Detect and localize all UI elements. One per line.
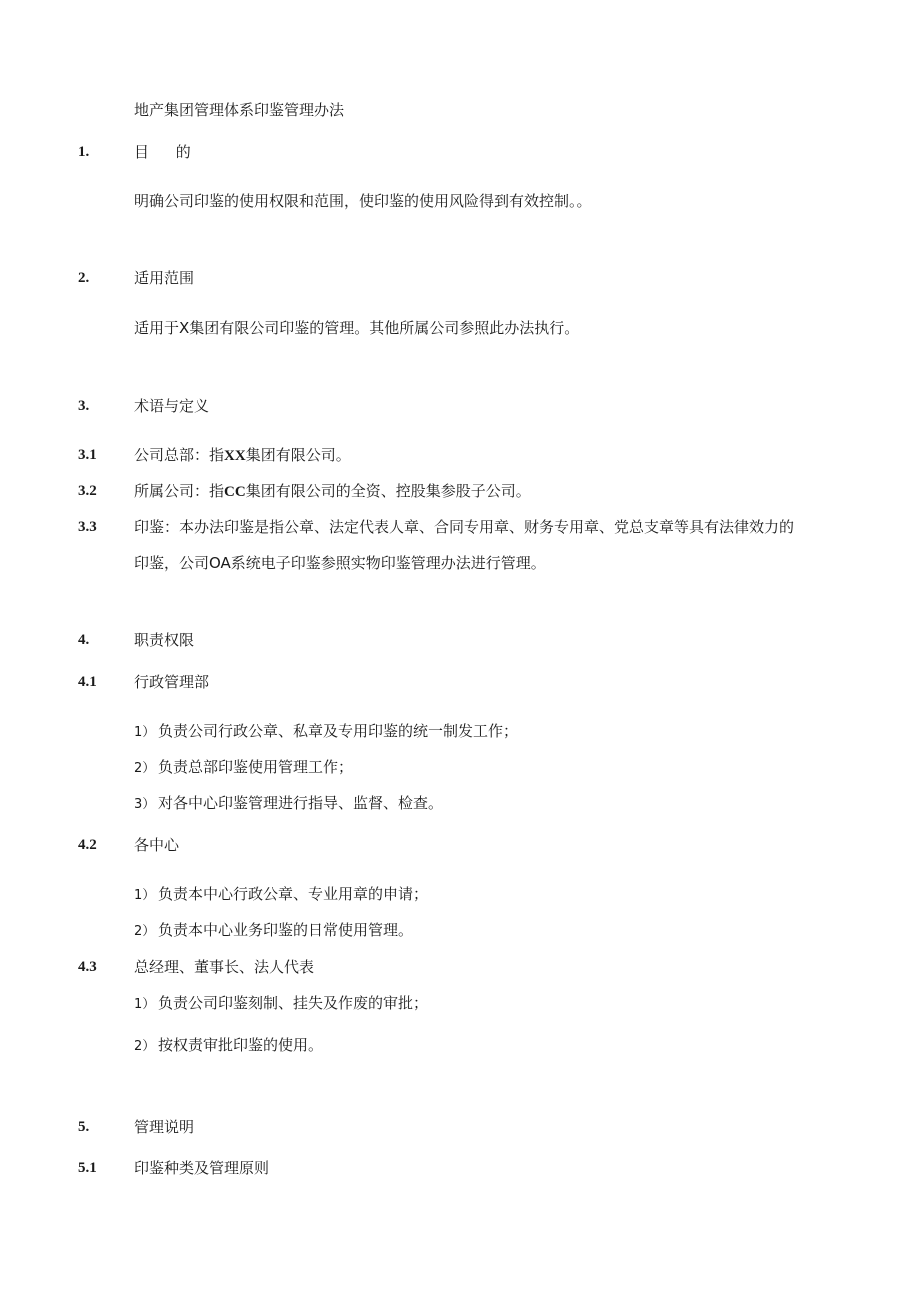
section-2-heading: 适用范围: [134, 269, 195, 287]
definition-3-1-company-code: XX: [224, 448, 246, 464]
list-item-text: 对各中心印鉴管理进行指导、监督、检查。: [158, 794, 444, 812]
definition-3-1-post: 集团有限公司。: [245, 446, 351, 464]
definition-3-1: [134, 445, 351, 466]
section-3-heading: 术语与定义: [134, 397, 210, 415]
section-1-heading: 目 的: [134, 143, 191, 161]
subsection-5-1-number: 5.1: [78, 1160, 97, 1176]
list-item: [134, 993, 428, 1015]
list-item-marker: 2）: [134, 924, 156, 939]
list-item-marker: 1）: [134, 997, 156, 1012]
list-item-marker: 3）: [134, 797, 156, 812]
list-item-text: 负责总部印鉴使用管理工作；: [158, 758, 354, 776]
list-item: [134, 721, 518, 743]
role-4-1-number: 4.1: [78, 674, 97, 690]
section-4-number: 4.: [78, 632, 90, 648]
role-4-2-number: 4.2: [78, 837, 97, 853]
list-item-marker: 2）: [134, 1039, 156, 1054]
list-item-text: 按权责审批印鉴的使用。: [158, 1036, 324, 1054]
list-item: [134, 757, 353, 779]
role-4-3-heading: 总经理、董事长、法人代表: [134, 958, 315, 976]
definition-3-2-number: 3.2: [78, 483, 97, 499]
list-item-text: 负责本中心业务印鉴的日常使用管理。: [158, 921, 414, 939]
document-title: 地产集团管理体系印鉴管理办法: [134, 101, 345, 119]
definition-3-3-line1: 印鉴：本办法印鉴是指公章、法定代表人章、合同专用章、财务专用章、党总支章等具有法律效力的: [134, 518, 795, 536]
definition-3-1-number: 3.1: [78, 447, 97, 463]
definition-3-1-pre: 公司总部：指: [134, 446, 225, 464]
definition-3-2: [134, 481, 531, 502]
list-item-marker: 1）: [134, 888, 156, 903]
list-item-marker: 2）: [134, 761, 156, 776]
definition-3-2-pre: 所属公司：指: [134, 482, 225, 500]
section-5-heading: 管理说明: [134, 1118, 195, 1136]
role-4-3-number: 4.3: [78, 959, 97, 975]
list-item: [134, 1035, 323, 1057]
role-4-2-heading: 各中心: [134, 836, 180, 854]
section-5-number: 5.: [78, 1119, 90, 1135]
role-4-1-heading: 行政管理部: [134, 673, 210, 691]
list-item-text: 负责公司印鉴刻制、挂失及作废的审批；: [158, 994, 429, 1012]
definition-3-2-post: 集团有限公司的全资、控股集参股子公司。: [245, 482, 531, 500]
section-1-number: 1.: [78, 144, 90, 160]
section-1-body: 明确公司印鉴的使用权限和范围，使印鉴的使用风险得到有效控制。。: [134, 192, 592, 210]
list-item-text: 负责本中心行政公章、专业用章的申请；: [158, 885, 429, 903]
list-item: [134, 920, 413, 942]
definition-3-3-line2: 印鉴，公司OA系统电子印鉴参照实物印鉴管理办法进行管理。: [134, 554, 546, 572]
list-item: [134, 884, 428, 906]
section-3-number: 3.: [78, 398, 90, 414]
section-2-number: 2.: [78, 270, 90, 286]
section-2-body: 适用于X集团有限公司印鉴的管理。其他所属公司参照此办法执行。: [134, 319, 580, 337]
list-item: [134, 793, 443, 815]
list-item-marker: 1）: [134, 725, 156, 740]
subsection-5-1-heading: 印鉴种类及管理原则: [134, 1159, 270, 1177]
list-item-text: 负责公司行政公章、私章及专用印鉴的统一制发工作；: [158, 722, 519, 740]
section-4-heading: 职责权限: [134, 631, 195, 649]
definition-3-3-number: 3.3: [78, 519, 97, 535]
definition-3-2-company-code: CC: [224, 484, 246, 500]
